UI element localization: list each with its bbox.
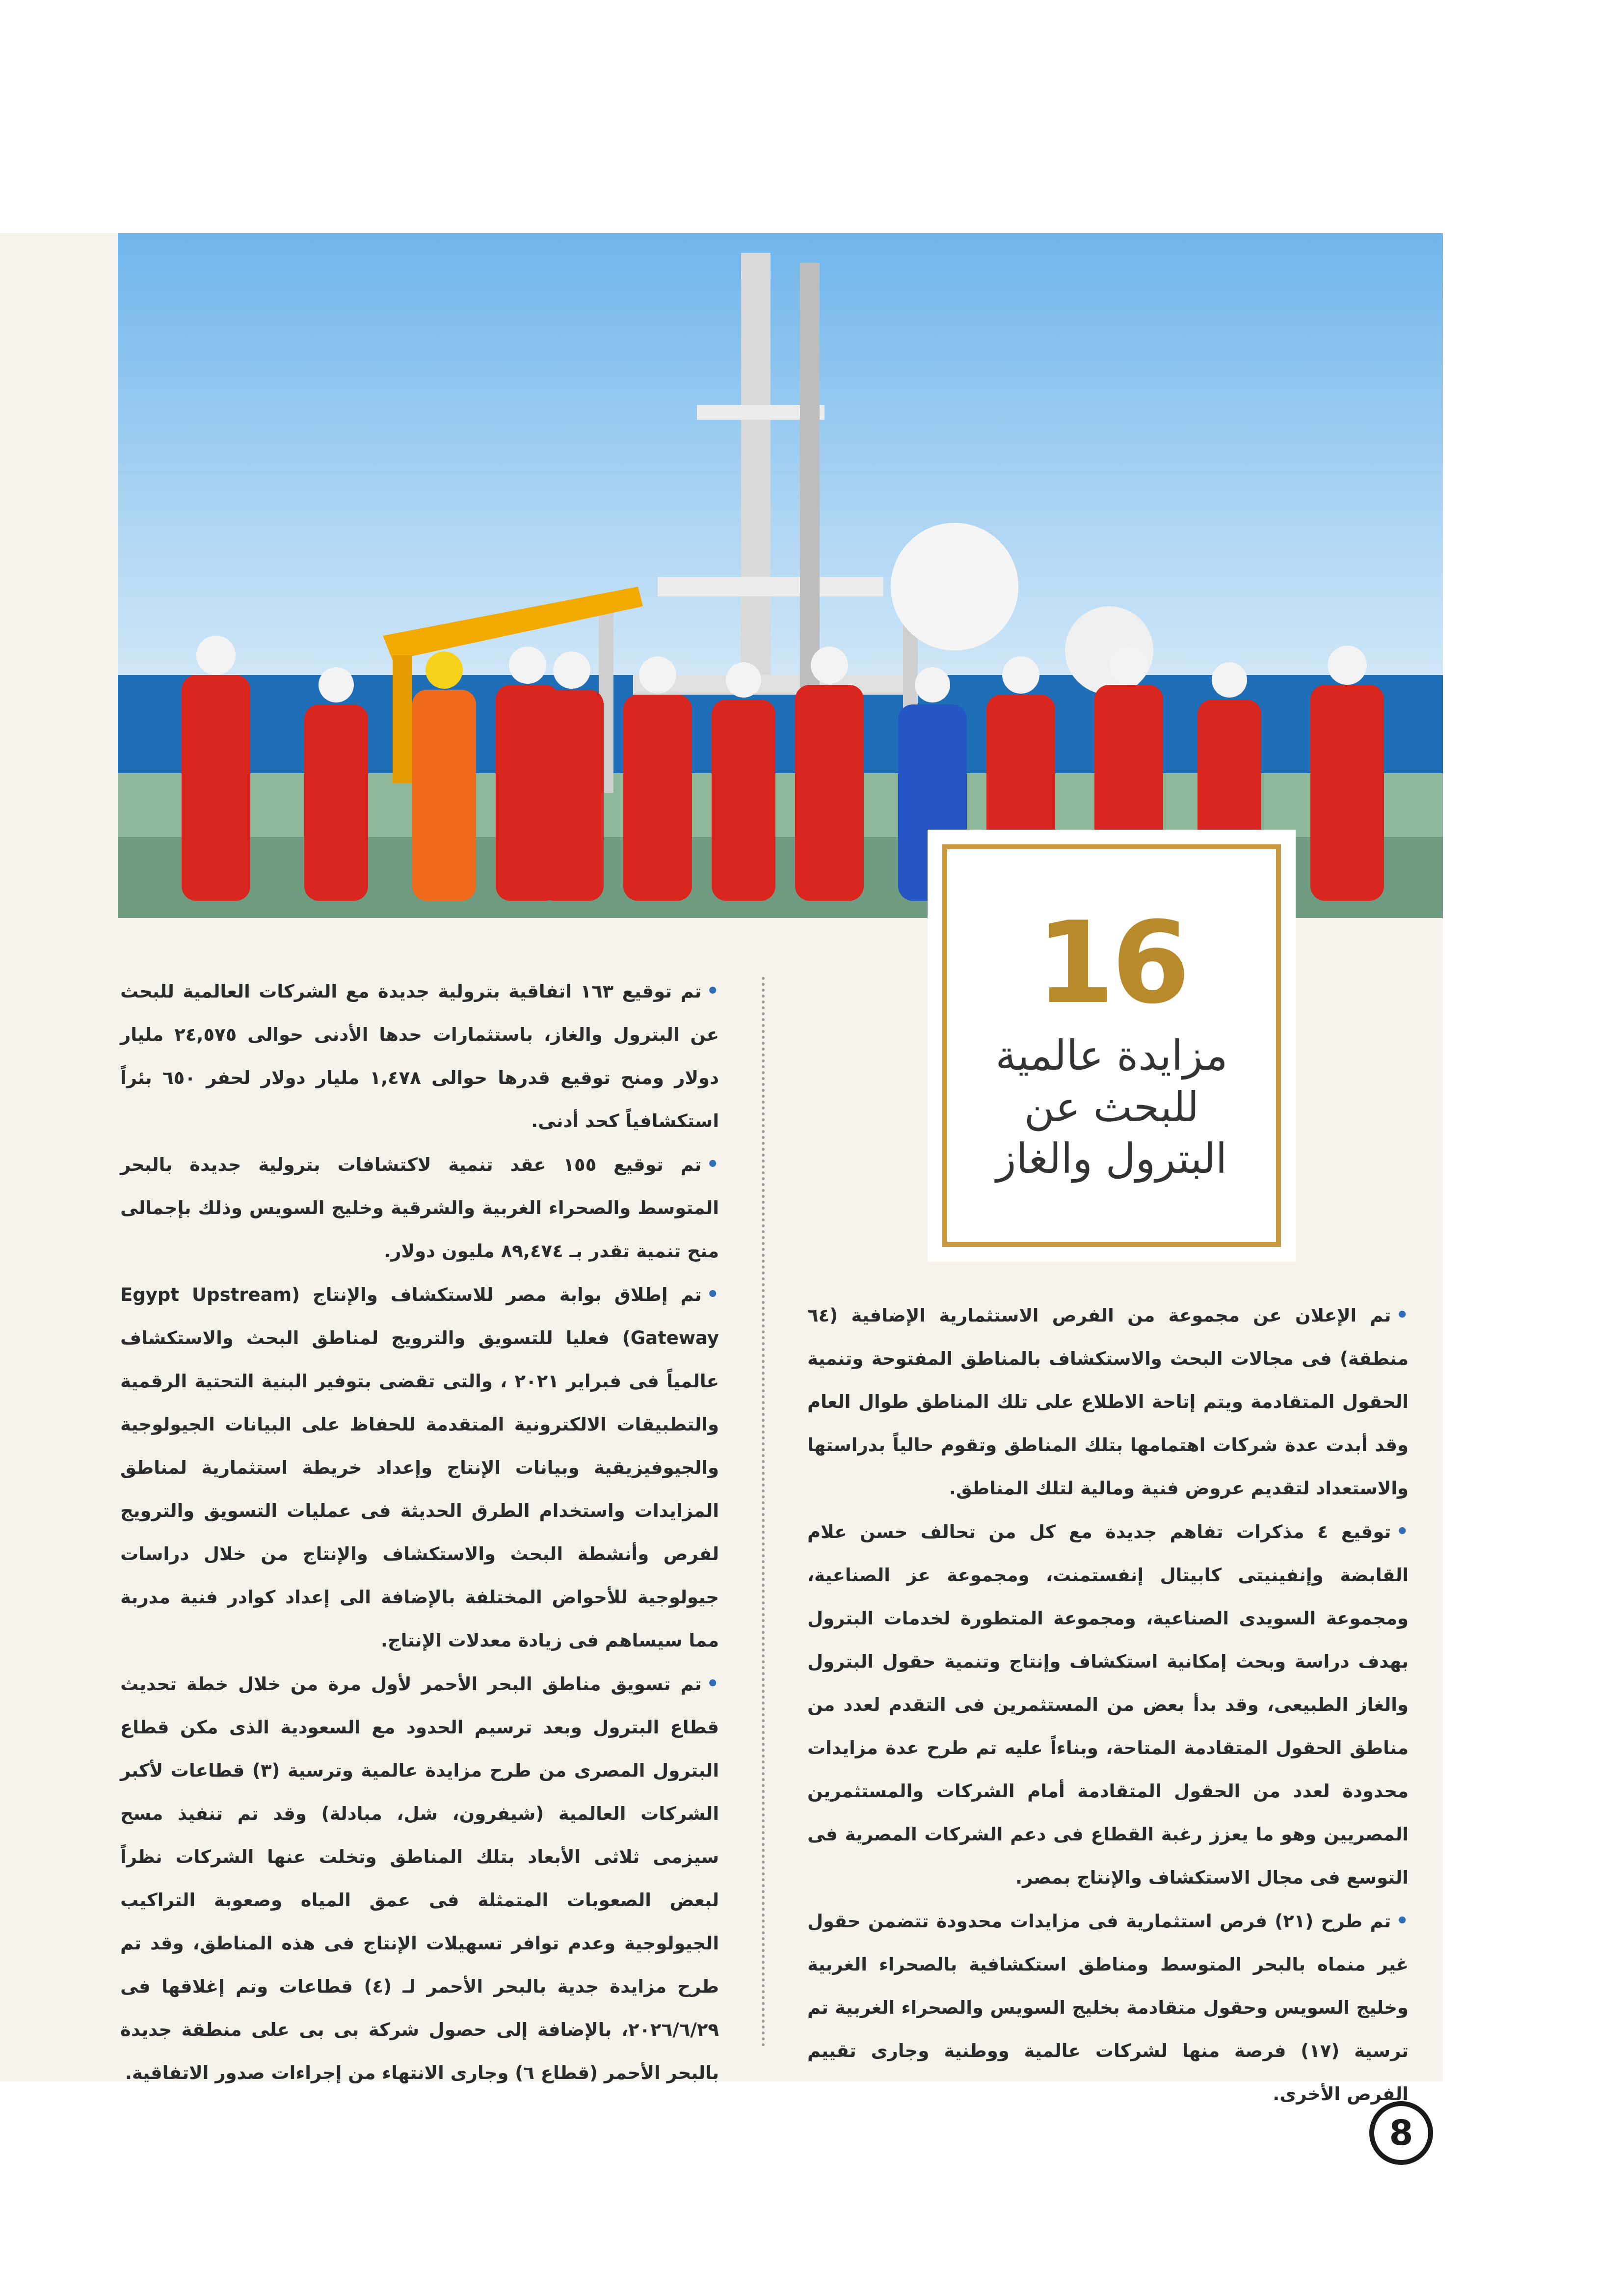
paragraph-text: تم توقيع ١٥٥ عقد تنمية لاكتشافات بترولية جديدة بالبحر المتوسط والصحراء الغربية والشرقية وخليج السويس وذلك بإجمالى منح تنمية تقدر بـ ٨٩,٤٧٤ مليون دولار. — [120, 1154, 719, 1262]
text-column-left — [120, 970, 719, 2095]
bullet-icon: • — [1396, 1520, 1409, 1543]
stat-title: مزايدة عالمية للبحث عن البترول والغاز — [995, 1031, 1228, 1183]
paragraph-text: تم تسويق مناطق البحر الأحمر لأول مرة من خلال خطة تحديث قطاع البترول وبعد ترسيم الحدود مع السعودية الذى مكن قطاع البترول المصرى من طرح مزايدة عالمية وترسية (٣) قطاعات لأكبر الشركات العالمية (شيفرون، شل، مبادلة) وقد تم تنفيذ مسح سيزمى ثلاثى الأبعاد بتلك المناطق وتخلت عنها الشركات نظراً لبعض الصعوبات المتمثلة فى عمق المياه وصعوبة التراكيب الجيولوجية وعدم توافر تسهيلات الإنتاج فى هذه المناطق، وقد تم طرح مزايدة جدية بالبحر الأحمر لـ (٤) قطاعات وتم إغلاقها فى ٢٠٢٦/٦/٢٩، بالإضافة إلى حصول شركة بى بى على منطقة جديدة بالبحر الأحمر (قطاع ٦) وجارى الانتهاء من إجراءات صدور الاتفاقية. — [120, 1674, 719, 2083]
paragraph — [120, 970, 719, 1143]
paragraph-text: تم الإعلان عن مجموعة من الفرص الاستثمارية الإضافية (٦٤ منطقة) فى مجالات البحث والاستكشاف بالمناطق المفتوحة وتنمية الحقول المتقادمة ويتم إتاحة الاطلاع على تلك المناطق طوال العام وقد أبدت عدة شركات اهتمامها بتلك المناطق وتقوم حالياً بدراستها والاستعداد لتقديم عروض فنية ومالية لتلك المناطق. — [807, 1305, 1409, 1499]
paragraph — [807, 1510, 1409, 1899]
paragraph-text: تم توقيع ١٦٣ اتفاقية بترولية جديدة مع الشركات العالمية للبحث عن البترول والغاز، باستثمارات حدها الأدنى حوالى ٢٤,٥٧٥ مليار دولار ومنح توقيع قدرها حوالى ١,٤٧٨ مليار دولار لحفر ٦٥٠ بئراً استكشافياً كحد أدنى. — [120, 981, 719, 1132]
paragraph — [120, 1143, 719, 1273]
paragraph-text: توقيع ٤ مذكرات تفاهم جديدة مع كل من تحالف حسن علام القابضة وإنفينيتى كابيتال إنفستمنت، ومجموعة عز الصناعية، ومجموعة السويدى الصناعية، ومجموعة المتطورة لخدمات البترول بهدف دراسة وبحث إمكانية استكشاف وإنتاج وتنمية حقول البترول والغاز الطبيعى، وقد بدأ بعض من المستثمرين فى التقدم لعدد من مناطق الحقول المتقادمة المتاحة، وبناءاً عليه تم طرح عدة مزايدات محدودة لعدد من الحقول المتقادمة أمام الشركات والمستثمرين المصريين وهو ما يعزز رغبة القطاع فى دعم الشركات المصرية فى التوسع فى مجال الاستكشاف والإنتاج بمصر. — [807, 1521, 1409, 1888]
column-divider — [762, 977, 765, 2047]
paragraph — [120, 1273, 719, 1662]
text-column-right — [807, 1294, 1409, 2116]
bullet-icon: • — [1396, 1304, 1409, 1326]
stat-number: 16 — [1036, 897, 1188, 1029]
paragraph — [807, 1899, 1409, 2116]
page-number: 8 — [1369, 2101, 1433, 2165]
photo-illustration — [118, 233, 1443, 918]
bullet-icon: • — [706, 1283, 719, 1306]
paragraph-text: تم طرح (٢١) فرص استثمارية فى مزايدات محدودة تتضمن حقول غير منماه بالبحر المتوسط ومناطق استكشافية بالصحراء الغربية وخليج السويس وحقول متقادمة بخليج السويس والصحراء الغربية تم ترسية (١٧) فرصة منها لشركات عالمية ووطنية وجارى تقييم الفرص الأخرى. — [807, 1911, 1409, 2105]
offshore-rig-crew-photo — [118, 233, 1443, 918]
paragraph — [120, 1662, 719, 2095]
stat-callout-box — [928, 830, 1296, 1262]
paragraph — [807, 1294, 1409, 1510]
bullet-icon: • — [706, 980, 719, 1002]
bullet-icon: • — [706, 1673, 719, 1695]
stat-callout-frame — [942, 844, 1281, 1247]
bullet-icon: • — [1396, 1910, 1409, 1932]
paragraph-text: تم إطلاق بوابة مصر للاستكشاف والإنتاج (Egypt Upstream Gateway) فعليا للتسويق والترويج لمناطق البحث والاستكشاف عالمياً فى فبراير ٢٠٢١ ، والتى تقضى بتوفير البنية التحتية الرقمية والتطبيقات الالكترونية المتقدمة للحفاظ على البيانات الجيولوجية والجيوفيزيقية وبيانات الإنتاج وإعداد خريطة استثمارية لمناطق المزايدات واستخدام الطرق الحديثة فى عمليات التسويق والترويج لفرص وأنشطة البحث والاستكشاف والإنتاج من خلال دراسات جيولوجية للأحواض المختلفة بالإضافة الى إعداد كوادر فنية مدربة مما سيساهم فى زيادة معدلات الإنتاج. — [120, 1284, 719, 1651]
bullet-icon: • — [706, 1153, 719, 1176]
